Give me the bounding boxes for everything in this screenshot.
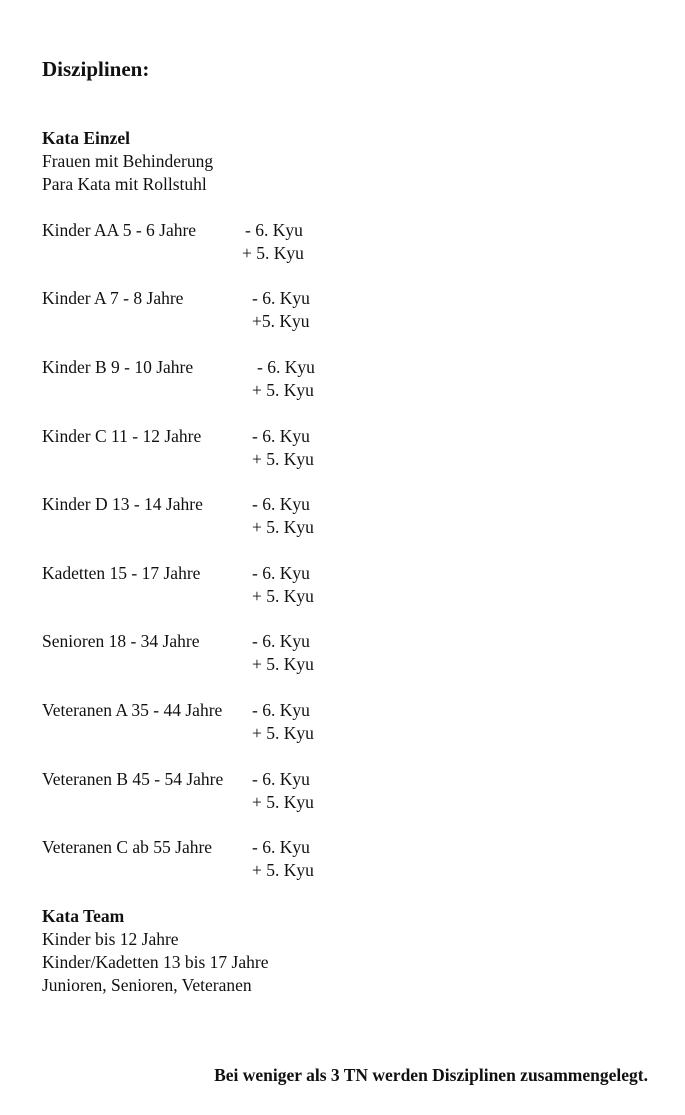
grade-lower: - 6. Kyu [252, 700, 310, 720]
footer-note: Bei weniger als 3 TN werden Disziplinen zusammengelegt. [214, 1065, 648, 1085]
grade-lower: - 6. Kyu [252, 769, 310, 789]
category-name: Senioren 18 - 34 Jahre [42, 631, 200, 651]
kata-einzel-subtitle: Frauen mit Behinderung [42, 151, 214, 171]
grade-upper: + 5. Kyu [252, 517, 314, 537]
category-name: Kinder A 7 - 8 Jahre [42, 288, 184, 308]
grade-lower: - 6. Kyu [252, 288, 310, 308]
category-row [42, 768, 402, 814]
grade-upper: +5. Kyu [252, 311, 310, 331]
kata-team-section [42, 905, 268, 997]
category-row [42, 356, 402, 402]
grade-lower: - 6. Kyu [245, 220, 303, 240]
grade-upper: + 5. Kyu [252, 792, 314, 812]
category-row [42, 219, 402, 265]
grade-lower: - 6. Kyu [252, 837, 310, 857]
grade-upper: + 5. Kyu [252, 860, 314, 880]
kata-team-item: Junioren, Senioren, Veteranen [42, 975, 252, 995]
grade-lower: - 6. Kyu [252, 631, 310, 651]
category-name: Veteranen A 35 - 44 Jahre [42, 700, 223, 720]
grade-upper: + 5. Kyu [252, 586, 314, 606]
kata-team-item: Kinder/Kadetten 13 bis 17 Jahre [42, 952, 269, 972]
category-row [42, 630, 402, 676]
category-row [42, 836, 402, 882]
grade-upper: + 5. Kyu [252, 654, 314, 674]
category-row [42, 287, 402, 333]
category-row [42, 493, 402, 539]
page-title: Disziplinen: [42, 57, 150, 81]
category-name: Veteranen B 45 - 54 Jahre [42, 769, 224, 789]
category-name: Kinder D 13 - 14 Jahre [42, 494, 203, 514]
grade-upper: + 5. Kyu [252, 723, 314, 743]
grade-lower: - 6. Kyu [257, 357, 315, 377]
category-name: Kinder C 11 - 12 Jahre [42, 426, 202, 446]
category-name: Veteranen C ab 55 Jahre [42, 837, 213, 857]
category-name: Kadetten 15 - 17 Jahre [42, 563, 201, 583]
grade-lower: - 6. Kyu [252, 563, 310, 583]
kata-einzel-subtitle: Para Kata mit Rollstuhl [42, 174, 207, 194]
kata-team-title: Kata Team [42, 906, 125, 926]
grade-upper: + 5. Kyu [252, 449, 314, 469]
kata-einzel-header [42, 127, 213, 196]
grade-upper: + 5. Kyu [252, 380, 314, 400]
category-name: Kinder B 9 - 10 Jahre [42, 357, 194, 377]
kata-team-item: Kinder bis 12 Jahre [42, 929, 179, 949]
category-row [42, 699, 402, 745]
category-row [42, 425, 402, 471]
grade-upper: + 5. Kyu [242, 243, 304, 263]
category-name: Kinder AA 5 - 6 Jahre [42, 220, 197, 240]
grade-lower: - 6. Kyu [252, 494, 310, 514]
kata-einzel-title: Kata Einzel [42, 128, 130, 148]
grade-lower: - 6. Kyu [252, 426, 310, 446]
category-row [42, 562, 402, 608]
